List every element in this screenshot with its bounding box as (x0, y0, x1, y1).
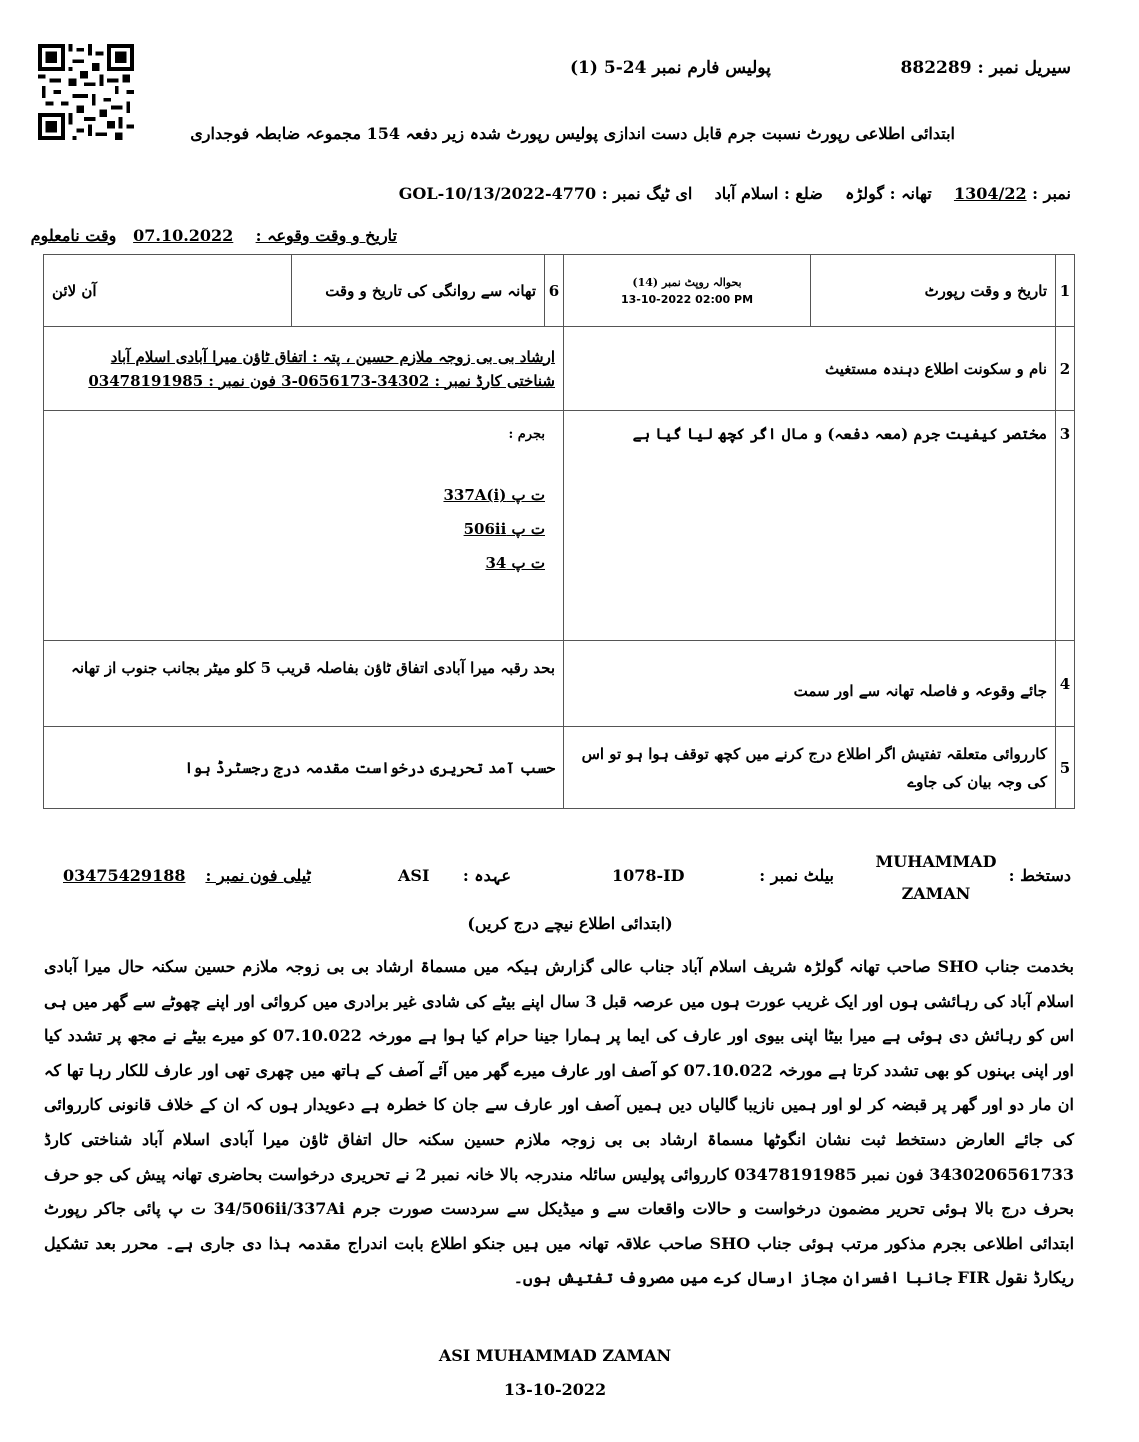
crime-section: ت پ 506ii (463, 520, 545, 538)
row-number: 1 (1056, 255, 1075, 327)
rank-label: عہدہ : (462, 866, 511, 885)
qr-code (38, 44, 134, 140)
table-row (44, 411, 1075, 641)
table-row (44, 327, 1075, 411)
phone-value: 03475429188 (63, 866, 186, 885)
sign-label: دستخط : (1008, 866, 1071, 885)
phone-label: ٹیلی فون نمبر : (205, 866, 311, 885)
etag-label: ای ٹیگ نمبر : (601, 184, 693, 203)
officer-name: MUHAMMAD ZAMAN (875, 852, 997, 903)
report-datetime: 13-10-2022 02:00 PM (620, 292, 754, 306)
complainant-address: ارشاد بی بی زوجہ ملازم حسین ، پتہ : اتفاق ٹاؤن میرا آبادی اسلام آباد (110, 347, 555, 366)
occurrence-line (31, 226, 397, 245)
serial-number: سیریل نمبر : 882289 (900, 58, 1071, 78)
report-time-cell (564, 255, 811, 327)
crime-cell (44, 411, 564, 641)
row-label: کارروائی متعلقہ تفتیش اگر اطلاع درج کرنے میں کچھ توقف ہوا ہو تو اس کی وجہ بیان کی جاوے (564, 727, 1056, 809)
row-label: نام و سکونت اطلاع دہندہ مستغیث (564, 327, 1056, 411)
table-row (44, 641, 1075, 727)
district-value: اسلام آباد (714, 184, 779, 203)
complainant-id-phone: شناختی کارڈ نمبر : 34302-0656173-3 فون نمبر : 03478191985 (88, 371, 555, 390)
crime-section: ت پ 337A(i) (443, 486, 545, 504)
table-row (44, 727, 1075, 809)
occurrence-time: وقت نامعلوم (30, 226, 117, 245)
belt-label: بیلٹ نمبر : (759, 866, 834, 885)
narrative-heading: (ابتدائی اطلاع نیچے درج کریں) (467, 914, 673, 933)
table-row (44, 255, 1075, 327)
row-label: تاریخ و وقت رپورٹ (811, 255, 1056, 327)
case-number: 1304/22 (953, 184, 1027, 203)
form-title: پولیس فارم نمبر 24-5 (1) (570, 58, 771, 78)
row-number: 5 (1056, 727, 1075, 809)
district-label: ضلع : (783, 184, 823, 203)
fir-table (43, 254, 1075, 809)
departure-time: آن لائن (44, 255, 292, 327)
closing-date: 13-10-2022 (503, 1380, 607, 1399)
row-label: تھانہ سے روانگی کی تاریخ و وقت (292, 255, 545, 327)
place-of-occurrence: بحد رقبہ میرا آبادی اتفاق ٹاؤن بفاصلہ قریب 5 کلو میٹر بجانب جنوب از تھانہ (44, 641, 564, 727)
station-label: تھانہ : (889, 184, 932, 203)
row-label: جائے وقوعہ و فاصلہ تھانہ سے اور سمت (564, 641, 1056, 727)
station-value: گولڑہ (845, 184, 885, 203)
closing-officer: ASI MUHAMMAD ZAMAN (438, 1346, 672, 1365)
investigation-action: حسب آمد تحریری درخواست مقدمہ درج رجسٹرڈ ہوا (44, 727, 564, 809)
row-number: 3 (1056, 411, 1075, 641)
etag-value: GOL-10/13/2022-4770 (398, 184, 597, 203)
row-number: 4 (1056, 641, 1075, 727)
row-label: مختصر کیفیت جرم (معہ دفعہ) و مال اگر کچھ لیا گیا ہے (564, 411, 1056, 641)
occurrence-date: 07.10.2022 (133, 226, 234, 245)
report-title: ابتدائی اطلاعی رپورٹ نسبت جرم قابل دست اندازی پولیس رپورٹ شدہ زیر دفعہ 154 مجموعہ ضابطہ فوجداری (190, 124, 955, 143)
complainant-cell (44, 327, 564, 411)
row-number: 6 (545, 255, 564, 327)
case-number-label: نمبر : (1032, 184, 1071, 203)
row-number: 2 (1056, 327, 1075, 411)
belt-value: 1078-ID (612, 866, 685, 885)
crime-label: بجرم : (508, 427, 545, 442)
report-ref: بحوالہ روپٹ نمبر (14) (632, 275, 742, 289)
rank-value: ASI (398, 866, 430, 885)
narrative-body: بخدمت جناب SHO صاحب تھانہ گولڑہ شریف اسلام آباد جناب عالی گزارش ہیکہ میں مسماۃ ارشاد بی بی زوجہ ملازم حسین سکنہ حال میرا آبادی اسلام آباد کی رہائشی ہوں اور ایک غریب عورت ہوں میں عرصہ قبل 3 سال اپنے بیٹے کی شادی غیر برادری میں کروائی اور اپنے چھوٹے سے گھر میں ہی اس کو رہائش دی ہوئی ہے میرا بیٹا اپنی بیوی اور عارف کی ایما پر ہمارا جینا حرام کیا ہوا ہے مورخہ 07.10.022 کو میرے بیٹے نے مجھ پر تشدد کیا اور اپنی بہنوں کو بھی تشدد کرتا ہے مورخہ 07.10.022 کو آصف اور عارف میرے گھر میں آئے آصف کے ہاتھ میں چھری تھی اور عارف للکار رہا تھا کہ ان مار دو اور گھر پر قبضہ کر لو اور ہمیں نازیبا گالیاں دیں ہمیں آصف اور عارف سے جان کا خطرہ ہے دعویدار ہوں کہ ان کے خلاف قانونی کارروائی کی جائے العارض دستخط ثبت نشان انگوٹھا مسماۃ ارشاد بی بی زوجہ ملازم حسین سکنہ حال اتفاق ٹاؤن میرا آبادی اسلام آباد شناختی کارڈ 3430206561733 فون نمبر 03478191985 کارروائی پولیس سائلہ مندرجہ بالا خانہ نمبر 2 نے تحریری درخواست بحاضری تھانہ پیش کی جو حرف بحرف درج بالا ہوئی تحریر مضمون درخواست و حالات واقعات سے و میڈیکل سے سردست صورت جرم 34/506ii/337Ai ت پ پائی جاکر رپورٹ ابتدائی اطلاعی بجرم مذکور مرتب ہوئی جناب SHO صاحب علاقہ تھانہ میں ہیں جنکو اطلاع بابت اندراج مقدمہ ہذا دی جاری ہے۔ محرر بعد تشکیل ریکارڈ نقول FIR جانبا افسران مجاز ارسال کرے میں مصروف تفتیش ہوں۔ (44, 957, 1075, 1288)
case-info-line (399, 184, 1071, 203)
crime-section: ت پ 34 (485, 554, 545, 572)
occurrence-label: تاریخ و وقت وقوعہ : (255, 226, 397, 245)
